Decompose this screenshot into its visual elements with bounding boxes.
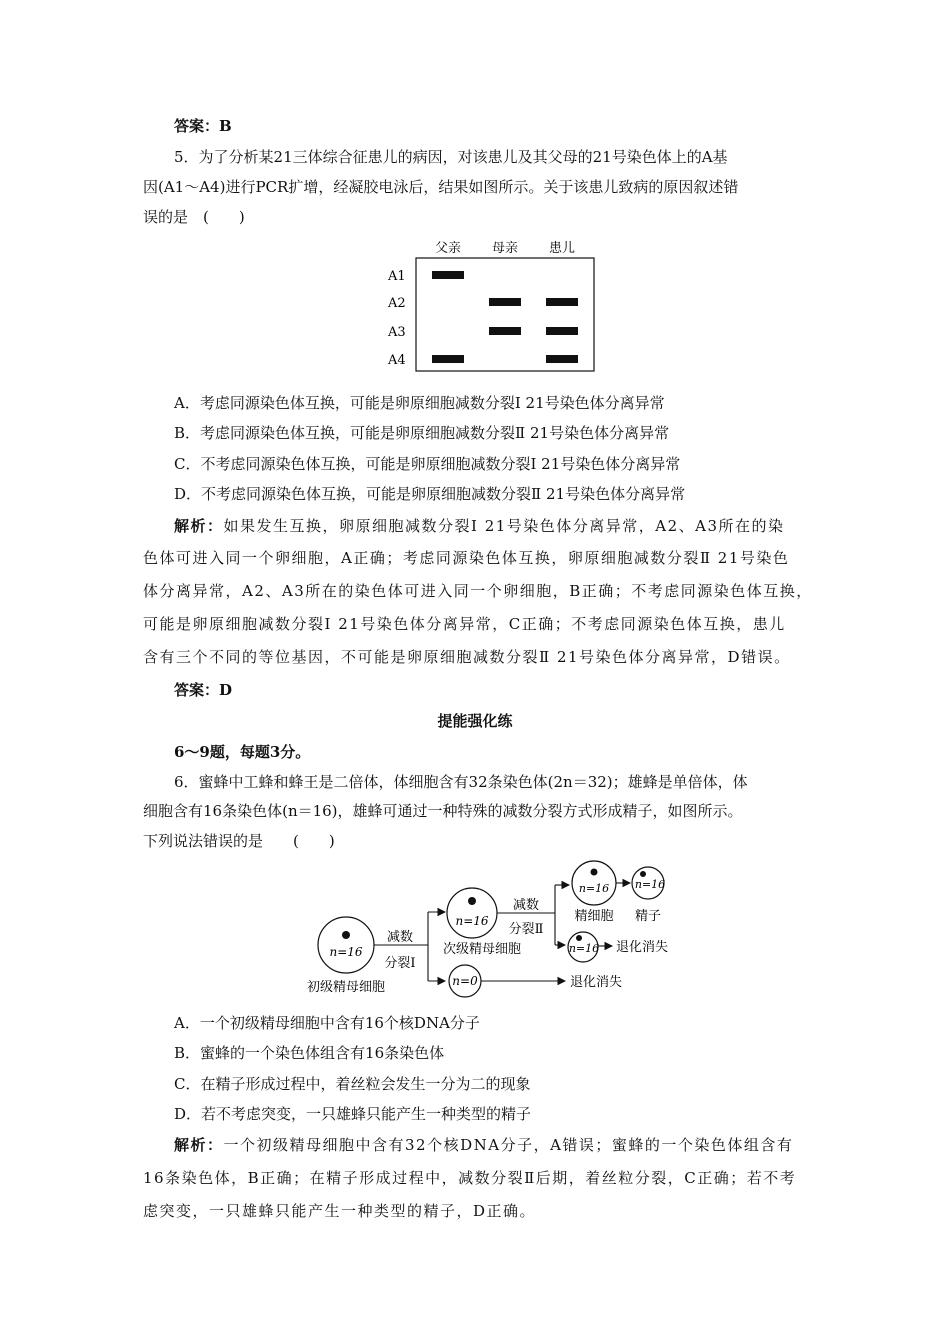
gel-electrophoresis-figure [380, 235, 610, 375]
sperm-label: 精子 [634, 909, 662, 924]
spermatid-n-label: n=16 [578, 882, 610, 895]
q6-option-a: A．一个初级精母细胞中含有16个核DNA分子 [174, 1014, 480, 1032]
gel-row-a4: A4 [388, 353, 406, 368]
gel-band-a4-col1 [432, 355, 464, 363]
gel-row-a3: A3 [388, 325, 406, 340]
secondary-n-label: n=16 [455, 914, 489, 928]
q5-stem-line2: 因(A1～A4)进行PCR扩增，经凝胶电泳后，结果如图所示。关于该患儿致病的原因叙述错 [143, 178, 739, 196]
gel-band-a2-col3 [546, 298, 578, 306]
section-title: 提能强化练 [437, 712, 513, 730]
analysis-text: 一个初级精母细胞中含有32个核DNA分子，A错误；蜜蜂的一个染色体组含有 [223, 1136, 794, 1154]
q5-option-a: A．考虑同源染色体互换，可能是卵原细胞减数分裂Ⅰ 21号染色体分离异常 [174, 394, 665, 412]
step1-label-top: 减数 [386, 930, 414, 945]
q6-option-b: B．蜜蜂的一个染色体组含有16条染色体 [174, 1044, 445, 1062]
q5-analysis-line1 [174, 516, 820, 536]
q6-analysis-line2: 16条染色体，B正确；在精子形成过程中，减数分裂Ⅱ后期，着丝粒分裂，C正确；若不考 [143, 1169, 797, 1187]
meiosis-diagram [300, 855, 680, 1000]
secondary-nucleus-dot [468, 897, 476, 905]
q5-option-c: C．不考虑同源染色体互换，可能是卵原细胞减数分裂Ⅰ 21号染色体分离异常 [174, 455, 681, 473]
q6-option-d: D．若不考虑突变，一只雄蜂只能产生一种类型的精子 [174, 1105, 532, 1123]
gel-col-father: 父亲 [434, 241, 462, 256]
gel-band-a1-col1 [432, 271, 464, 279]
q6-stem-line3: 下列说法错误的是 ( ) [143, 832, 335, 850]
sperm-n-label: n=16 [634, 878, 666, 891]
answer-q4: 答案：B [174, 117, 232, 135]
q5-option-b: B．考虑同源染色体互换，可能是卵原细胞减数分裂Ⅱ 21号染色体分离异常 [174, 424, 670, 442]
gel-bands [432, 271, 578, 363]
spermatid-nucleus-dot [591, 869, 598, 876]
secondary-cell-label: 次级精母细胞 [442, 942, 522, 957]
answer-q5: 答案：D [174, 681, 233, 699]
gel-band-a3-col3 [546, 327, 578, 335]
q5-stem-line3: 误的是 ( ) [143, 208, 245, 226]
gel-band-a4-col3 [546, 355, 578, 363]
gel-col-patient: 患儿 [548, 241, 576, 256]
primary-nucleus-dot [342, 931, 350, 939]
degenerate-label-1: 退化消失 [570, 975, 623, 990]
analysis-text: 如果发生互换，卵原细胞减数分裂Ⅰ 21号染色体分离异常，A2、A3所在的染 [223, 517, 785, 535]
q6-stem-line2: 细胞含有16条染色体(n＝16)，雄蜂可通过一种特殊的减数分裂方式形成精子，如图所示。 [143, 802, 743, 820]
analysis-label: 解析： [174, 1136, 224, 1154]
step1-label-bottom: 分裂Ⅰ [384, 956, 416, 971]
q5-option-d: D．不考虑同源染色体互换，可能是卵原细胞减数分裂Ⅱ 21号染色体分离异常 [174, 485, 686, 503]
q5-analysis-line2: 色体可进入同一个卵细胞，A正确；考虑同源染色体互换，卵原细胞减数分裂Ⅱ 21号染色 [143, 549, 790, 567]
gel-row-a1: A1 [388, 269, 406, 284]
empty-n-label: n=0 [452, 974, 478, 988]
degenerate-label-2: 退化消失 [616, 940, 669, 955]
primary-n-label: n=16 [329, 945, 363, 959]
small-n-label: n=16 [568, 942, 600, 955]
secondary-cell [447, 888, 497, 938]
gel-col-mother: 母亲 [491, 241, 519, 256]
q5-analysis-line3: 体分离异常，A2、A3所在的染色体可进入同一个卵细胞，B正确；不考虑同源染色体互换， [143, 582, 813, 600]
step2-label-top: 减数 [512, 898, 540, 913]
q5-stem-line1: 5．为了分析某21三体综合征患儿的病因，对该患儿及其父母的21号染色体上的A基 [174, 148, 728, 166]
q5-analysis-line4: 可能是卵原细胞减数分裂Ⅰ 21号染色体分离异常，C正确；不考虑同源染色体互换，患儿 [143, 615, 786, 633]
section-note: 6～9题，每题3分。 [174, 743, 311, 761]
q6-option-c: C．在精子形成过程中，着丝粒会发生一分为二的现象 [174, 1075, 531, 1093]
spermatid-label: 精细胞 [574, 909, 614, 924]
q6-stem-line1: 6．蜜蜂中工蜂和蜂王是二倍体，体细胞含有32条染色体(2n＝32)；雄蜂是单倍体，体 [174, 773, 748, 791]
q6-analysis-line3: 虑突变，一只雄蜂只能产生一种类型的精子，D正确。 [143, 1202, 537, 1220]
gel-row-a2: A2 [388, 296, 406, 311]
gel-band-a2-col2 [489, 298, 521, 306]
sperm-nucleus-dot [640, 871, 646, 877]
q5-analysis-line5: 含有三个不同的等位基因，不可能是卵原细胞减数分裂Ⅱ 21号染色体分离异常，D错误。 [143, 648, 791, 666]
gel-band-a3-col2 [489, 327, 521, 335]
small-nucleus-dot [576, 935, 582, 941]
step2-label-bottom: 分裂Ⅱ [508, 922, 544, 937]
analysis-label: 解析： [174, 517, 224, 535]
q6-analysis-line1 [174, 1135, 820, 1155]
primary-cell-label: 初级精母细胞 [306, 980, 386, 995]
